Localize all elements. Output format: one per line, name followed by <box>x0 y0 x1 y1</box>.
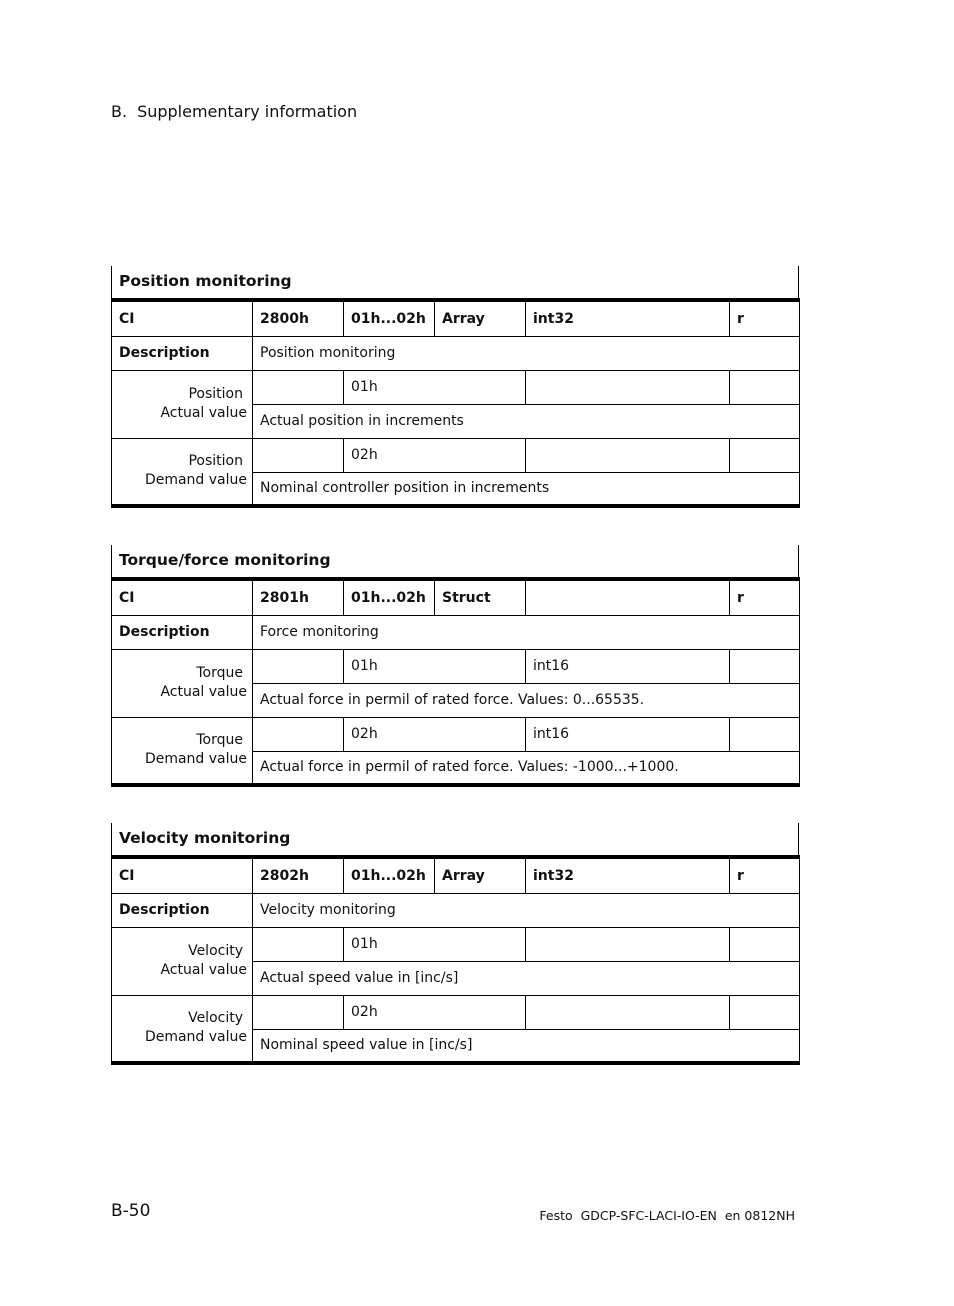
description-text: Velocity monitoring <box>253 893 800 927</box>
subindex-label-line1: Position <box>188 386 243 402</box>
position-monitoring-block <box>111 266 799 508</box>
description-label: Description <box>112 893 253 927</box>
object-table <box>111 577 800 787</box>
ci-structure: Array <box>435 300 526 336</box>
ci-access: r <box>730 300 800 336</box>
document-reference: Festo GDCP-SFC-LACI-IO-EN en 0812NH <box>539 1208 795 1223</box>
subindex-row <box>112 370 800 404</box>
subindex-type: int16 <box>526 649 730 683</box>
subindex-text: Nominal speed value in [inc/s] <box>253 1029 800 1063</box>
subindex-label-line1: Torque <box>196 665 243 681</box>
subindex-text: Actual force in permil of rated force. Values: 0...65535. <box>253 683 800 717</box>
empty-cell <box>253 370 344 404</box>
subindex-text: Actual position in increments <box>253 404 800 438</box>
subindex-row <box>112 649 800 683</box>
subindex-type: int16 <box>526 717 730 751</box>
description-row <box>112 336 800 370</box>
block-title: Velocity monitoring <box>111 823 799 855</box>
description-label: Description <box>112 615 253 649</box>
ci-type <box>526 579 730 615</box>
page-number: B-50 <box>111 1201 151 1221</box>
object-table <box>111 855 800 1065</box>
ci-access: r <box>730 579 800 615</box>
section-letter: B. <box>111 102 128 121</box>
empty-cell <box>730 717 800 751</box>
subindex-label <box>112 927 253 995</box>
ci-type: int32 <box>526 857 730 893</box>
subindex-text: Actual speed value in [inc/s] <box>253 961 800 995</box>
subindex-label-line2: Demand value <box>144 472 247 489</box>
subindex-label <box>112 649 253 717</box>
ci-row <box>112 300 800 336</box>
subindex-type <box>526 370 730 404</box>
ci-structure: Array <box>435 857 526 893</box>
subindex-value: 01h <box>344 649 526 683</box>
subindex-row <box>112 438 800 472</box>
ci-access: r <box>730 857 800 893</box>
ci-row <box>112 579 800 615</box>
ci-label: CI <box>112 857 253 893</box>
subindex-label-line2: Actual value <box>160 684 247 700</box>
subindex-label-line1: Velocity <box>188 1010 243 1027</box>
subindex-label-line1: Velocity <box>188 943 243 959</box>
block-title: Position monitoring <box>111 266 799 298</box>
subindex-label-line1: Torque <box>196 732 243 749</box>
empty-cell <box>253 995 344 1029</box>
subindex-type <box>526 438 730 472</box>
empty-cell <box>253 649 344 683</box>
ci-index: 2802h <box>253 857 344 893</box>
subindex-row <box>112 995 800 1029</box>
subindex-type <box>526 995 730 1029</box>
subindex-label-line2: Actual value <box>160 405 247 421</box>
velocity-monitoring-block <box>111 823 799 1065</box>
subindex-label <box>112 717 253 785</box>
description-text: Force monitoring <box>253 615 800 649</box>
subindex-text: Nominal controller position in increments <box>253 472 800 506</box>
description-label: Description <box>112 336 253 370</box>
torque-force-monitoring-block <box>111 545 799 787</box>
subindex-row <box>112 717 800 751</box>
empty-cell <box>730 370 800 404</box>
empty-cell <box>253 717 344 751</box>
object-table <box>111 298 800 508</box>
subindex-label <box>112 438 253 506</box>
subindex-label-line2: Demand value <box>144 751 247 768</box>
ci-subindex: 01h...02h <box>344 857 435 893</box>
block-title: Torque/force monitoring <box>111 545 799 577</box>
ci-subindex: 01h...02h <box>344 579 435 615</box>
description-text: Position monitoring <box>253 336 800 370</box>
subindex-value: 02h <box>344 995 526 1029</box>
subindex-type <box>526 927 730 961</box>
ci-row <box>112 857 800 893</box>
subindex-value: 02h <box>344 717 526 751</box>
ci-index: 2800h <box>253 300 344 336</box>
description-row <box>112 893 800 927</box>
ci-label: CI <box>112 579 253 615</box>
empty-cell <box>730 438 800 472</box>
empty-cell <box>730 649 800 683</box>
subindex-label-line2: Actual value <box>160 962 247 978</box>
subindex-value: 02h <box>344 438 526 472</box>
subindex-label <box>112 370 253 438</box>
section-title: Supplementary information <box>137 102 358 121</box>
description-row <box>112 615 800 649</box>
empty-cell <box>730 927 800 961</box>
subindex-value: 01h <box>344 927 526 961</box>
running-header <box>111 102 357 121</box>
subindex-text: Actual force in permil of rated force. Values: -1000...+1000. <box>253 751 800 785</box>
subindex-label-line2: Demand value <box>144 1029 247 1046</box>
subindex-label-line1: Position <box>188 453 243 470</box>
empty-cell <box>253 927 344 961</box>
subindex-row <box>112 927 800 961</box>
subindex-value: 01h <box>344 370 526 404</box>
ci-type: int32 <box>526 300 730 336</box>
ci-subindex: 01h...02h <box>344 300 435 336</box>
subindex-label <box>112 995 253 1063</box>
ci-index: 2801h <box>253 579 344 615</box>
ci-structure: Struct <box>435 579 526 615</box>
ci-label: CI <box>112 300 253 336</box>
empty-cell <box>730 995 800 1029</box>
empty-cell <box>253 438 344 472</box>
